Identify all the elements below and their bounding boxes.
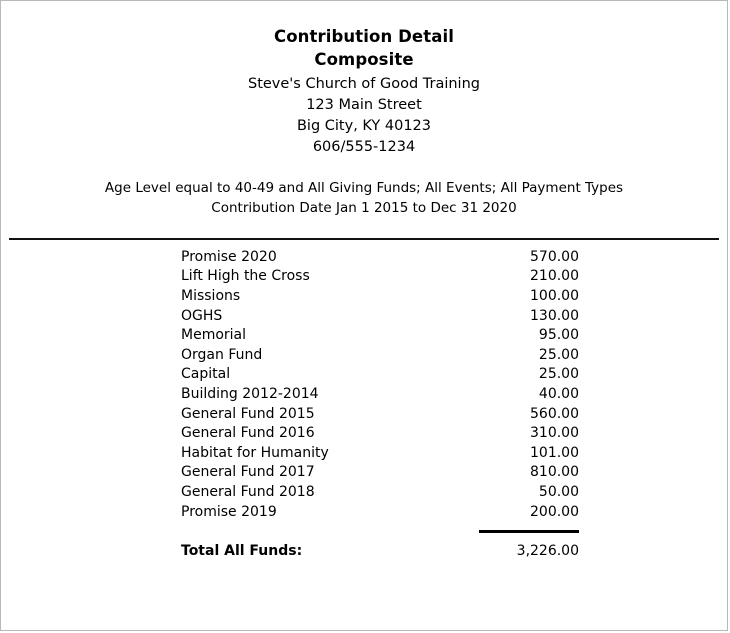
fund-amount: 50.00 [538,483,579,500]
organization-phone: 606/555-1234 [312,138,416,155]
fund-amount: 570.00 [530,248,579,265]
fund-name: General Fund 2018 [181,483,315,500]
fund-name: Missions [181,287,241,304]
table-row [181,384,579,404]
fund-amount: 40.00 [538,385,579,402]
fund-name: Promise 2020 [181,248,277,265]
table-row [181,443,579,463]
fund-name: Memorial [181,327,247,344]
fund-amount: 130.00 [530,307,579,324]
organization-city-state-zip: Big City, KY 40123 [296,117,431,134]
table-row [181,306,579,326]
fund-amount: 95.00 [538,327,579,344]
total-amount: 3,226.00 [516,542,579,559]
table-row [181,267,579,287]
funds-table-body [181,247,579,561]
fund-amount: 310.00 [530,425,579,442]
fund-amount: 25.00 [538,366,579,383]
filter-criteria-line-2: Contribution Date Jan 1 2015 to Dec 31 2020 [211,200,517,217]
fund-name: Building 2012-2014 [181,385,319,402]
organization-name: Steve's Church of Good Training [248,75,480,92]
header-divider [9,238,719,240]
fund-amount: 25.00 [538,346,579,363]
table-row [181,286,579,306]
total-rule-cell [181,521,579,541]
total-divider [479,530,579,533]
report-body [1,247,727,561]
table-row [181,365,579,385]
report-header [1,1,727,218]
fund-amount: 810.00 [530,464,579,481]
table-row [181,463,579,483]
table-row [181,247,579,267]
table-row [181,325,579,345]
report-title-line-2: Composite [314,50,414,70]
funds-table [181,247,579,561]
fund-name: OGHS [181,307,223,324]
fund-name: General Fund 2016 [181,425,315,442]
total-label: Total All Funds: [181,542,303,559]
fund-name: General Fund 2015 [181,405,315,422]
table-row [181,502,579,522]
fund-name: General Fund 2017 [181,464,315,481]
fund-name: Habitat for Humanity [181,444,329,461]
fund-amount: 200.00 [530,503,579,520]
table-row [181,482,579,502]
fund-amount: 210.00 [530,268,579,285]
fund-amount: 101.00 [530,444,579,461]
table-row [181,423,579,443]
fund-amount: 100.00 [530,287,579,304]
table-row [181,345,579,365]
fund-name: Capital [181,366,231,383]
total-rule-row [181,521,579,541]
filter-criteria-line-1: Age Level equal to 40-49 and All Giving Funds; All Events; All Payment Types [104,179,624,196]
organization-address: 123 Main Street [306,96,422,113]
fund-name: Promise 2019 [181,503,277,520]
total-row [181,541,579,561]
fund-name: Organ Fund [181,346,263,363]
table-row [181,404,579,424]
report-filters [1,178,727,219]
fund-amount: 560.00 [530,405,579,422]
report-title-line-1: Contribution Detail [274,27,454,46]
fund-name: Lift High the Cross [181,268,310,285]
